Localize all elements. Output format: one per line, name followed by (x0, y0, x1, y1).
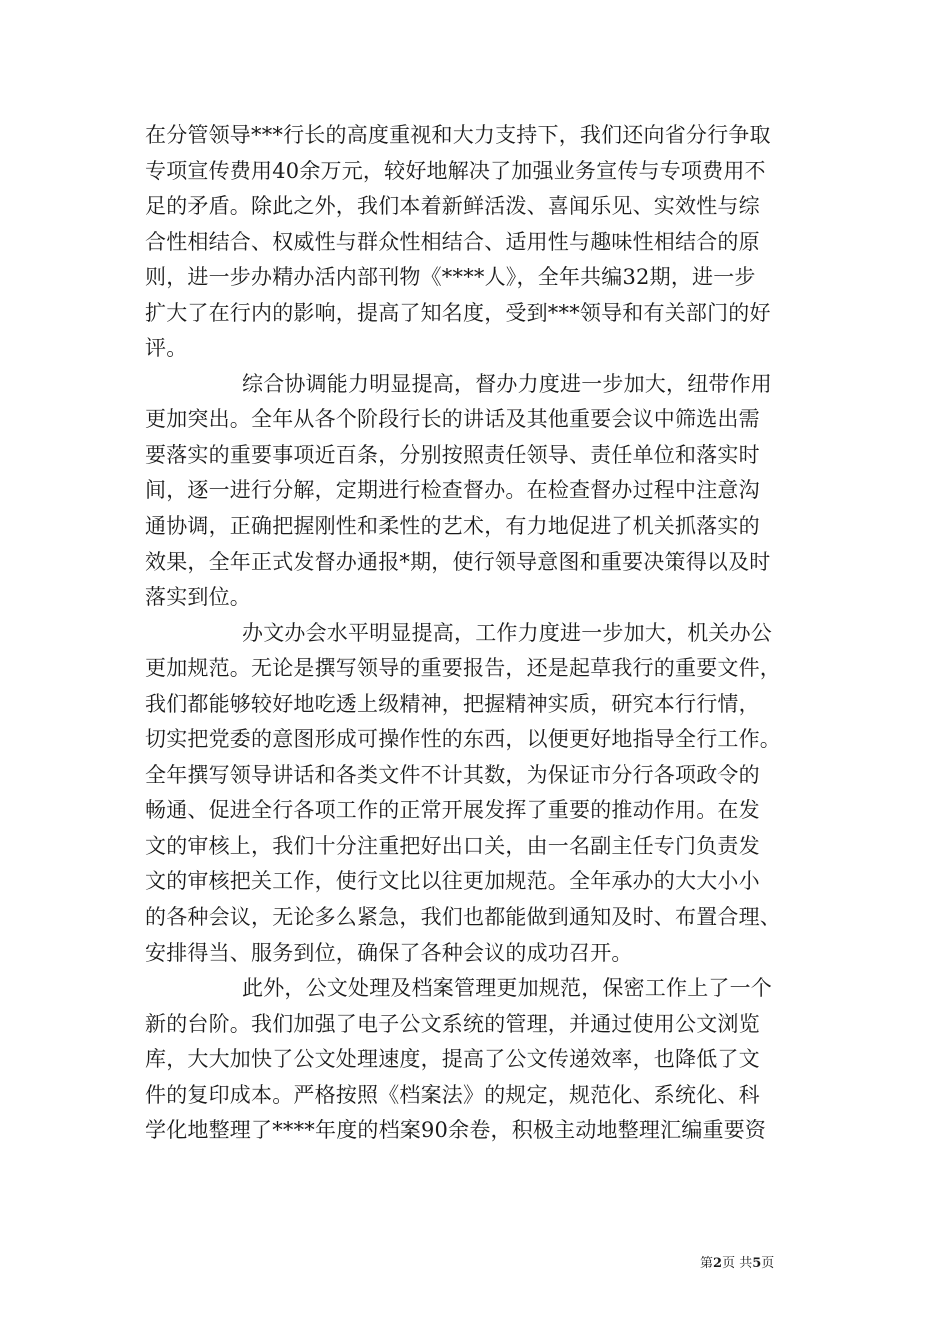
document-body (145, 118, 805, 1149)
text-line: 更加规范。无论是撰写领导的重要报告，还是起草我行的重要文件， (145, 656, 781, 681)
text-line: 专项宣传费用40余万元，较好地解决了加强业务宣传与专项费用不 (145, 158, 766, 183)
text-line: 更加突出。全年从各个阶段行长的讲话及其他重要会议中筛选出需 (145, 407, 760, 432)
paragraph-start-line: 综合协调能力明显提高，督办力度进一步加大，纽带作用 (242, 371, 772, 396)
text-line: 文的审核把关工作，使行文比以往更加规范。全年承办的大大小小 (145, 869, 760, 894)
text-line: 畅通、促进全行各项工作的正常开展发挥了重要的推动作用。在发 (145, 798, 760, 823)
text-line: 学化地整理了****年度的档案90余卷，积极主动地整理汇编重要资 (145, 1118, 767, 1143)
text-line: 安排得当、服务到位，确保了各种会议的成功召开。 (145, 940, 633, 965)
text-line: 效果，全年正式发督办通报*期，使行领导意图和重要决策得以及时 (145, 549, 771, 574)
footer-suffix: 页 (761, 1256, 775, 1271)
text-line: 文的审核上，我们十分注重把好出口关，由一名副主任专门负责发 (145, 833, 760, 858)
text-line: 我们都能够较好地吃透上级精神，把握精神实质，研究本行行情， (145, 691, 760, 716)
text-line: 要落实的重要事项近百条，分别按照责任领导、责任单位和落实时 (145, 442, 760, 467)
text-line: 库，大大加快了公文处理速度，提高了公文传递效率，也降低了文 (145, 1047, 760, 1072)
text-line: 全年撰写领导讲话和各类文件不计其数，为保证市分行各项政令的 (145, 762, 760, 787)
total-page-number: 5 (752, 1256, 762, 1271)
text-line: 扩大了在行内的影响，提高了知名度，受到***领导和有关部门的好 (145, 300, 771, 325)
text-line: 通协调，正确把握刚性和柔性的艺术，有力地促进了机关抓落实的 (145, 514, 760, 539)
footer-prefix: 第 (700, 1256, 714, 1271)
text-line: 合性相结合、权威性与群众性相结合、适用性与趣味性相结合的原 (145, 229, 760, 254)
text-line: 新的台阶。我们加强了电子公文系统的管理，并通过使用公文浏览 (145, 1011, 760, 1036)
paragraph-start-line: 办文办会水平明显提高，工作力度进一步加大，机关办公 (242, 620, 772, 645)
text-line: 的各种会议，无论多么紧急，我们也都能做到通知及时、布置合理、 (145, 905, 781, 930)
current-page-number: 2 (713, 1256, 723, 1271)
footer-middle: 页 共 (722, 1256, 753, 1271)
text-line: 落实到位。 (145, 585, 251, 610)
text-line: 件的复印成本。严格按照《档案法》的规定，规范化、系统化、科 (145, 1082, 760, 1107)
page-number-footer (700, 1255, 820, 1273)
text-line: 在分管领导***行长的高度重视和大力支持下，我们还向省分行争取 (145, 123, 771, 147)
text-line: 则，进一步办精办活内部刊物《****人》，全年共编32期，进一步 (145, 265, 756, 290)
text-line: 间，逐一进行分解，定期进行检查督办。在检查督办过程中注意沟 (145, 478, 760, 503)
text-line: 足的矛盾。除此之外，我们本着新鲜活泼、喜闻乐见、实效性与综 (145, 194, 760, 219)
text-line: 评。 (145, 336, 188, 361)
paragraph-start-line: 此外，公文处理及档案管理更加规范，保密工作上了一个 (242, 976, 772, 1001)
text-line: 切实把党委的意图形成可操作性的东西，以便更好地指导全行工作。 (145, 727, 781, 752)
